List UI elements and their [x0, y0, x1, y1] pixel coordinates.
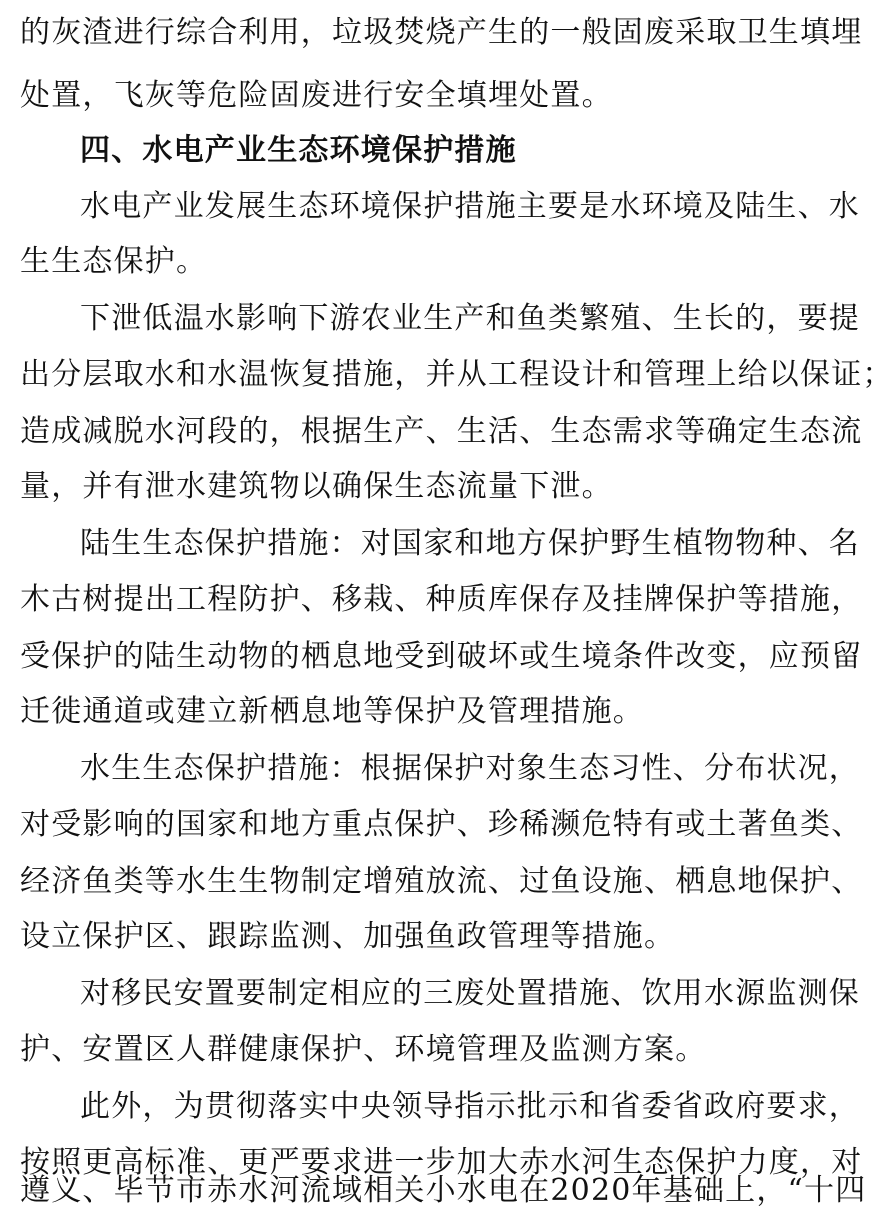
text-line: 木古树提出工程防护、移栽、种质库保存及挂牌保护等措施， — [20, 582, 863, 617]
text-line: 对移民安置要制定相应的三废处置措施、饮用水源监测保 — [80, 976, 860, 1011]
text-line: 出分层取水和水温恢复措施，并从工程设计和管理上给以保证； — [20, 357, 894, 392]
text-line: 生生态保护。 — [20, 244, 208, 279]
section-heading: 四、水电产业生态环境保护措施 — [80, 133, 517, 168]
text-line: 遵义、毕节市赤水河流域相关小水电在2020年基础上，“十四 — [20, 1173, 867, 1208]
text-line: 水生生态保护措施：根据保护对象生态习性、分布状况， — [80, 751, 860, 786]
text-line: 的灰渣进行综合利用，垃圾焚烧产生的一般固废采取卫生填埋 — [20, 15, 863, 50]
text-line: 经济鱼类等水生生物制定增殖放流、过鱼设施、栖息地保护、 — [20, 864, 863, 899]
text-line: 此外，为贯彻落实中央领导指示批示和省委省政府要求， — [80, 1089, 860, 1124]
text-line: 受保护的陆生动物的栖息地受到破坏或生境条件改变，应预留 — [20, 639, 863, 674]
text-line: 下泄低温水影响下游农业生产和鱼类繁殖、生长的，要提 — [80, 301, 860, 336]
text-line: 对受影响的国家和地方重点保护、珍稀濒危特有或土著鱼类、 — [20, 807, 863, 842]
text-line: 处置，飞灰等危险固废进行安全填埋处置。 — [20, 78, 613, 113]
text-line: 量，并有泄水建筑物以确保生态流量下泄。 — [20, 469, 613, 504]
text-line: 护、安置区人群健康保护、环境管理及监测方案。 — [20, 1032, 707, 1067]
text-line: 陆生生态保护措施：对国家和地方保护野生植物物种、名 — [80, 526, 860, 561]
text-line: 设立保护区、跟踪监测、加强鱼政管理等措施。 — [20, 919, 676, 954]
text-line: 迁徙通道或建立新栖息地等保护及管理措施。 — [20, 694, 644, 729]
text-line: 按照更高标准、更严要求进一步加大赤水河生态保护力度，对 — [20, 1145, 863, 1180]
text-line: 造成减脱水河段的，根据生产、生活、生态需求等确定生态流 — [20, 414, 863, 449]
text-line: 水电产业发展生态环境保护措施主要是水环境及陆生、水 — [80, 189, 860, 224]
